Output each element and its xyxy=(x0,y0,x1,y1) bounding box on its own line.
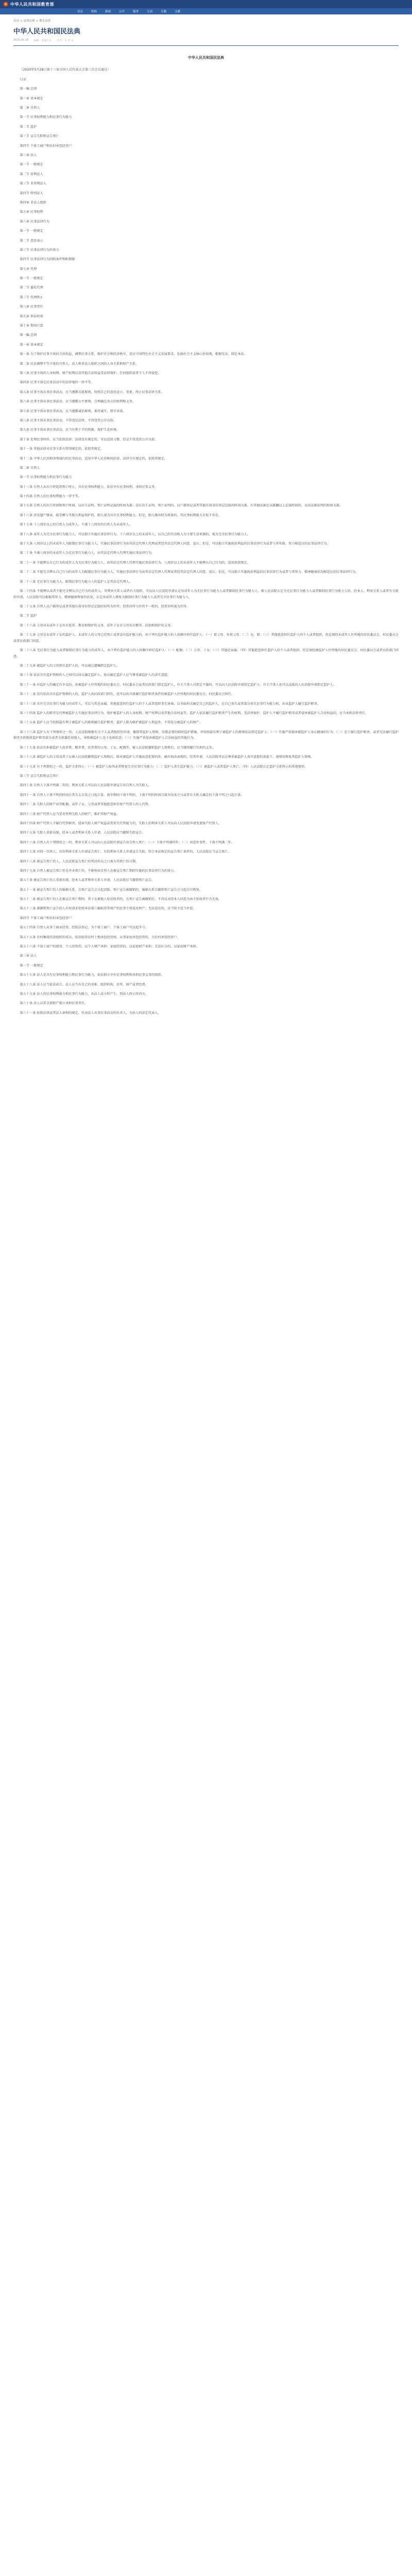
article-paragraph: 第五十一条 被宣告死亡的人的婚姻关系，自死亡宣告之日起消除。死亡宣告被撤销的，婚姻关系自撤销死亡宣告之日起自行恢复。 xyxy=(20,888,203,892)
nav-item-topics[interactable]: 专题 xyxy=(161,10,167,13)
article-paragraph: 第一章 基本规定 xyxy=(20,96,43,100)
breadcrumb-current[interactable]: 教育法律 xyxy=(39,20,51,23)
article-paragraph: 第四十五条 失踪人重新出现，经本人或者利害关系人申请，人民法院应当撤销失踪宣告。 xyxy=(20,831,145,835)
article-paragraph: 第三节 民事法律行为的效力 xyxy=(20,248,59,252)
article-paragraph: 第十一条 其他法律对民事关系有特别规定的，依照其规定。 xyxy=(20,447,104,451)
article-paragraph: 第二节 监护 xyxy=(20,614,37,618)
article-paragraph: 第三章 法人 xyxy=(20,954,37,958)
article-paragraph: 第二节 意思表示 xyxy=(20,239,43,243)
site-title[interactable]: 中华人民共和国教育部 xyxy=(10,2,54,7)
article-paragraph: 第二十五条 自然人以户籍登记或者其他有效身份登记记载的居所为住所；经常居所与住所不一致的，经常居所视为住所。 xyxy=(20,604,190,608)
article-paragraph: 第四节 民事法律行为的附条件和附期限 xyxy=(20,258,75,262)
article-paragraph: 第一节 一般规定 xyxy=(20,963,43,968)
article-paragraph: 第四十八条 被宣告死亡的人，人民法院宣告死亡的判决作出之日视为其死亡的日期。 xyxy=(20,859,139,863)
article-title: 中华人民共和国民法典 xyxy=(13,28,81,36)
article-paragraph: 第一编 总则 xyxy=(20,87,37,91)
article-paragraph: 第七章 代理 xyxy=(20,267,37,271)
article-paragraph: 第三十条 依法具有监护资格的人之间可以协议确定监护人。协议确定监护人应当尊重被监护人的真实意愿。 xyxy=(20,673,171,677)
breadcrumb xyxy=(13,19,412,23)
article-paragraph: 第一节 一般规定 xyxy=(20,277,43,281)
article-paragraph: 第十章 期间计算 xyxy=(20,324,43,328)
article-paragraph: 第四条 民事主体在民事活动中的法律地位一律平等。 xyxy=(20,381,94,385)
article-paragraph: 第四十二条 失踪人的财产由其配偶、成年子女、父母或者其他愿意担任财产代管人的人代管。 xyxy=(20,803,152,807)
article-paragraph: 第三十三条 具有完全民事行为能力的成年人，可以与其近亲属、其他愿意担任监护人的个人或者组织事先协商，以书面形式确定自己的监护人，在自己丧失或者部分丧失民事行为能力时，由该监护人履行监护职责。 xyxy=(20,702,320,706)
article-meta xyxy=(13,39,399,42)
article-paragraph: 第五十条 被宣告死亡的人重新出现，经本人或者利害关系人申请，人民法院应当撤销死亡宣告。 xyxy=(20,878,155,883)
article-paragraph: 第二十二条 不能完全辨认自己行为的成年人为限制民事行为能力人，实施民事法律行为由其法定代理人代理或者经其法定代理人同意、追认；但是，可以独立实施纯获利益的民事法律行为或者与其智力、精神健康状况相适应的民事法律行为。 xyxy=(20,570,359,574)
article-paragraph: 第十七条 十八周岁以上的自然人为成年人。不满十八周岁的自然人为未成年人。 xyxy=(20,523,132,527)
article-paragraph: 第三节 宣告失踪和宣告死亡 xyxy=(20,774,59,778)
article-paragraph: 第二十条 不满八周岁的未成年人为无民事行为能力人，由其法定代理人代理实施民事法律行为。 xyxy=(20,551,155,555)
nav-item-documents[interactable]: 文献 xyxy=(175,10,181,13)
article-paragraph: 第五十二条 被宣告死亡的人在被宣告死亡期间，其子女被他人依法收养的，在死亡宣告被撤销后，不得以未经本人同意为由主张收养行为无效。 xyxy=(20,897,222,902)
article-paragraph: 第十九条 八周岁以上的未成年人为限制民事行为能力人，实施民事法律行为由其法定代理人代理或者经其法定代理人同意、追认；但是，可以独立实施纯获利益的民事法律行为或者与其年龄、智力相适应的民事法律行为。 xyxy=(20,542,330,546)
article-paragraph: 第一编 总则 xyxy=(20,333,37,337)
nav-item-organization[interactable]: 机构 xyxy=(91,10,97,13)
article-paragraph: 第二节 监护 xyxy=(20,125,37,129)
nav-item-public[interactable]: 公开 xyxy=(119,10,125,13)
document-title: 中华人民共和国民法典 xyxy=(188,55,224,60)
article-paragraph: 目录 xyxy=(20,77,26,81)
article-paragraph: 第三十七条 依法负担被监护人抚养费、赡养费、扶养费的父母、子女、配偶等，被人民法院撤销监护人资格后，应当继续履行负担的义务。 xyxy=(20,745,215,750)
title-divider xyxy=(13,45,399,46)
article-paragraph: 第二十一条 不能辨认自己行为的成年人为无民事行为能力人，由其法定代理人代理实施民事法律行为。八周岁以上的未成年人不能辨认自己行为的，适用前款规定。 xyxy=(20,561,250,565)
nav-item-service[interactable]: 服务 xyxy=(133,10,139,13)
article-paragraph: 第一条 为了保护民事主体的合法权益，调整民事关系，维护社会和经济秩序，适应中国特色社会主义发展要求，弘扬社会主义核心价值观，根据宪法，制定本法。 xyxy=(20,352,247,357)
article-paragraph: 第四十一条 自然人下落不明的时间自其失去音讯之日起计算。战争期间下落不明的，下落不明的时间自战争结束之日或者有关机关确定的下落不明之日起计算。 xyxy=(20,793,244,797)
breadcrumb-home[interactable]: 首页 xyxy=(13,20,20,23)
article-paragraph: 第二十七条 父母是未成年子女的监护人。未成年人的父母已经死亡或者没有监护能力的，由下列有监护能力的人按顺序担任监护人：（一）祖父母、外祖父母；（二）兄、姐；（三）其他愿意担任监护人的个人或者组织，但是须经未成年人住所地的居民委员会、村民委员会或者民政部门同意。 xyxy=(13,633,399,643)
article-paragraph: 第五十四条 自然人从事工商业经营，经依法登记，为个体工商户。个体工商户可以起字号。 xyxy=(20,926,148,930)
article-paragraph: 第五十八条 法人应当依法成立。法人应当有自己的名称、组织机构、住所、财产或者经费。 xyxy=(20,982,148,987)
article-source: 来源：全国人大 xyxy=(33,39,52,42)
breadcrumb-separator: > xyxy=(36,20,39,23)
article-paragraph: 第二十九条 被监护人的父母担任监护人的，可以通过遗嘱指定监护人。 xyxy=(20,664,120,668)
article-paragraph: 第三十八条 被监护人的父母或者子女被人民法院撤销监护人资格后，除对被监护人实施故意犯罪的外，确有悔改表现的，经其申请，人民法院可以在尊重被监护人真实意愿的前提下，视情况恢复其监护人资格。 xyxy=(20,755,314,759)
article-paragraph: 第三章 法人 xyxy=(20,154,37,157)
article-paragraph: 第二节 委托代理 xyxy=(20,286,43,290)
article-paragraph: 第五章 民事权利 xyxy=(20,210,43,214)
breadcrumb-category[interactable]: 法律法规 xyxy=(23,20,35,23)
article-paragraph: 第三十四条 监护人的职责是代理被监护人实施民事法律行为，保护被监护人的人身权利、财产权利以及其他合法权益等。监护人依法履行监护职责产生的权利，受法律保护。监护人不履行监护职责或者侵害被监护人合法权益的，应当承担法律责任。 xyxy=(20,711,368,716)
article-paragraph: 第四十七条 对同一自然人，有的利害关系人申请宣告死亡，有的利害关系人申请宣告失踪，符合本法规定的宣告死亡条件的，人民法院应当宣告死亡。 xyxy=(20,850,231,854)
article-paragraph: 第三十五条 监护人应当按照最有利于被监护人的原则履行监护职责。监护人除为维护被监护人利益外，不得处分被监护人的财产。 xyxy=(20,721,203,725)
article-paragraph: 第十三条 自然人从出生时起到死亡时止，具有民事权利能力，依法享有民事权利，承担民事义务。 xyxy=(20,485,158,489)
article-paragraph: 第一节 民事权利能力和民事行为能力 xyxy=(20,115,72,120)
article-paragraph: 第五十七条 法人是具有民事权利能力和民事行为能力，依法独立享有民事权利和承担民事义务的组织。 xyxy=(20,973,164,977)
article-paragraph: 第三十九条 有下列情形之一的，监护关系终止：（一）被监护人取得或者恢复完全民事行为能力；（二）监护人丧失监护能力；（三）被监护人或者监护人死亡；（四）人民法院认定监护关系终止的其他情形。 xyxy=(20,765,308,769)
article-paragraph: 第五十六条 个体工商户的债务，个人经营的，以个人财产承担；家庭经营的，以家庭财产承担；无法区分的，以家庭财产承担。 xyxy=(20,945,199,949)
article-paragraph: 第四节 个体工商户和农村承包经营户 xyxy=(20,916,72,920)
article-paragraph: 第四节 特别法人 xyxy=(20,191,43,195)
article-paragraph: 第十二条 中华人民共和国领域内的民事活动，适用中华人民共和国法律。法律另有规定的，依照其规定。 xyxy=(20,456,167,461)
article-paragraph: 第四十九条 自然人被宣告死亡但是并未死亡的，不影响该自然人在被宣告死亡期间实施的民事法律行为的效力。 xyxy=(20,869,177,873)
article-paragraph: 第二节 营利法人 xyxy=(20,172,43,176)
article-paragraph: 第一节 民事权利能力和民事行为能力 xyxy=(20,476,72,480)
article-paragraph: 第六条 民事主体从事民事活动，应当遵循公平原则，合理确定各方的权利和义务。 xyxy=(20,400,136,404)
article-paragraph: 第三条 民事主体的人身权利、财产权利以及其他合法权益受法律保护，任何组织或者个人不得侵犯。 xyxy=(20,371,161,375)
article-paragraph: 第二条 民法调整平等主体的自然人、法人和非法人组织之间的人身关系和财产关系。 xyxy=(20,362,139,366)
article-paragraph: 第五条 民事主体从事民事活动，应当遵循自愿原则，按照自己的意思设立、变更、终止民事法律关系。 xyxy=(20,390,164,394)
article-paragraph: 第八章 民事责任 xyxy=(20,305,43,309)
article-paragraph: 第三节 代理终止 xyxy=(20,295,43,299)
article-date: 2020-05-28 xyxy=(13,38,29,42)
article-paragraph: 第二章 自然人 xyxy=(20,106,40,110)
article-paragraph: 第四章 非法人组织 xyxy=(20,200,46,205)
article-paragraph: 第四十六条 自然人有下列情形之一的，利害关系人可以向人民法院申请宣告该自然人死亡：（一）下落不明满四年；（二）因意外事件，下落不明满二年。 xyxy=(20,840,234,844)
emblem-icon xyxy=(3,2,8,7)
article-paragraph: 第三十一条 对监护人的确定有争议的，由被监护人住所地的居民委员会、村民委员会或者民政部门指定监护人，有关当事人对指定不服的，可以向人民法院申请指定监护人；有关当事人也可以直接向人民法院申请指定监护人。 xyxy=(20,683,336,687)
article-paragraph: 第九章 诉讼时效 xyxy=(20,314,43,318)
article-paragraph: 第五十九条 法人的民事权利能力和民事行为能力，从法人成立时产生，到法人终止时消灭。 xyxy=(20,992,148,996)
nav-item-home[interactable]: 首页 xyxy=(77,10,83,13)
article-paragraph: 第三十二条 没有依法具有监护资格的人的，监护人由民政部门担任，也可以由具备履行监护职责条件的被监护人住所地的居民委员会、村民委员会担任。 xyxy=(20,692,234,697)
article-paragraph: 第二十八条 无民事行为能力或者限制民事行为能力的成年人，由下列有监护能力的人按顺序担任监护人：（一）配偶；（二）父母、子女；（三）其他近亲属；（四）其他愿意担任监护人的个人或者组织，但是须经被监护人住所地的居民委员会、村民委员会或者民政部门同意。 xyxy=(13,649,399,658)
article-paragraph: （2020年5月28日第十三届全国人民代表大会第三次会议通过） xyxy=(20,68,111,72)
article-paragraph: 第四十条 自然人下落不明满二年的，利害关系人可以向人民法院申请宣告该自然人为失踪人。 xyxy=(20,784,152,788)
article-paragraph: 第六十条 法人以其全部财产独立承担民事责任。 xyxy=(20,1002,88,1006)
article-paragraph: 第三节 宣告失踪和宣告死亡 xyxy=(20,134,59,139)
article-paragraph: 第一节 一般规定 xyxy=(20,229,43,233)
font-size-control[interactable]: 字号：大 中 小 xyxy=(57,39,74,42)
article-paragraph: 第十四条 自然人的民事权利能力一律平等。 xyxy=(20,495,81,499)
article-paragraph: 第三十六条 监护人有下列情形之一的，人民法院根据有关个人或者组织的申请，撤销其监护人资格，安排必要的临时监护措施，并按照最有利于被监护人的原则依法指定监护人：（一）实施严重损害被监护人身心健康的行为；（二）怠于履行监护职责，或者无法履行监护职责且拒绝将监护职责部分或者全部委托给他人，导致被监护人处于危困状态；（三）实施严重侵害被监护人合法权益的其他行为。 xyxy=(13,730,399,740)
nav-item-news[interactable]: 新闻 xyxy=(105,10,111,13)
article-paragraph: 第二十六条 父母对未成年子女负有抚养、教育和保护的义务。成年子女对父母负有赡养、扶助和保护的义务。 xyxy=(20,623,174,628)
article-paragraph: 第十八条 成年人为完全民事行为能力人，可以独立实施民事法律行为。十六周岁以上的未成年人，以自己的劳动收入为主要生活来源的，视为完全民事行为能力人。 xyxy=(20,532,250,536)
article-paragraph: 第六十一条 依照法律或者法人章程的规定，代表法人从事民事活动的负责人，为法人的法定代表人。 xyxy=(20,1011,161,1015)
nav-item-interaction[interactable]: 互动 xyxy=(147,10,153,13)
article-paragraph: 第六章 民事法律行为 xyxy=(20,219,50,224)
article-paragraph: 第五十五条 农村集体经济组织的成员，依法取得农村土地承包经营权，从事家庭承包经营的，为农村承包经营户。 xyxy=(20,935,180,939)
article-paragraph: 第四十三条 财产代管人应当妥善管理失踪人的财产，维护其财产权益。 xyxy=(20,812,120,816)
main-nav xyxy=(0,8,412,14)
article-paragraph: 第三节 非营利法人 xyxy=(20,182,46,186)
article-paragraph: 第八条 民事主体从事民事活动，不得违反法律，不得违背公序良俗。 xyxy=(20,418,116,422)
article-paragraph: 第十六条 涉及遗产继承、接受赠与等胎儿利益保护的，胎儿视为具有民事权利能力。但是，胎儿娩出时为死体的，其民事权利能力自始不存在。 xyxy=(20,513,222,517)
article-paragraph: 第四节 个体工商户和农村承包经营户 xyxy=(20,144,72,148)
article-paragraph: 第一节 一般规定 xyxy=(20,163,43,167)
article-paragraph: 第二十四条 不能辨认或者不能完全辨认自己行为的成年人，其利害关系人或者有关组织，可以向人民法院申请认定该成年人为无民事行为能力人或者限制民事行为能力人。被人民法院认定为无民事行为能力人或者限制民事行为能力人的，经本人、利害关系人或者有关组织申请，人民法院可以根据其智力、精神健康恢复的状况，认定该成年人恢复为限制民事行为能力人或者完全民事行为能力人。 xyxy=(13,589,399,599)
page-bottom-spacer xyxy=(0,1020,412,1030)
breadcrumb-separator: > xyxy=(20,20,23,23)
article-paragraph: 第十五条 自然人的出生时间和死亡时间，以出生证明、死亡证明记载的时间为准；没有出生证明、死亡证明的，以户籍登记或者其他有效身份登记记载的时间为准。有其他证据足以推翻以上记载时间的，以该证据证明的时间为准。 xyxy=(20,504,343,508)
article-paragraph: 第二十三条 无民事行为能力人、限制民事行为能力人的监护人是其法定代理人。 xyxy=(20,580,132,584)
article-paragraph: 第五十三条 被撤销死亡宣告的人有权请求依照本法第六编取得其财产的民事主体返还财产；无法返还的，应当给予适当补偿。 xyxy=(20,907,196,911)
article-paragraph: 第九条 民事主体从事民事活动，应当有利于节约资源、保护生态环境。 xyxy=(20,428,120,432)
article-paragraph: 第二章 自然人 xyxy=(20,466,40,470)
article-paragraph: 第七条 民事主体从事民事活动，应当遵循诚信原则，秉持诚实，恪守承诺。 xyxy=(20,409,126,413)
article-paragraph: 第十条 处理民事纠纷，应当依照法律；法律没有规定的，可以适用习惯，但是不得违背公序良俗。 xyxy=(20,437,158,442)
article-paragraph: 第四十四条 财产代管人不履行代管职责、侵害失踪人财产权益或者丧失代管能力的，失踪人的利害关系人可以向人民法院申请变更财产代管人。 xyxy=(20,821,222,825)
article-body xyxy=(13,55,399,1016)
site-header xyxy=(0,0,412,8)
article-paragraph: 第一章 基本规定 xyxy=(20,343,43,347)
